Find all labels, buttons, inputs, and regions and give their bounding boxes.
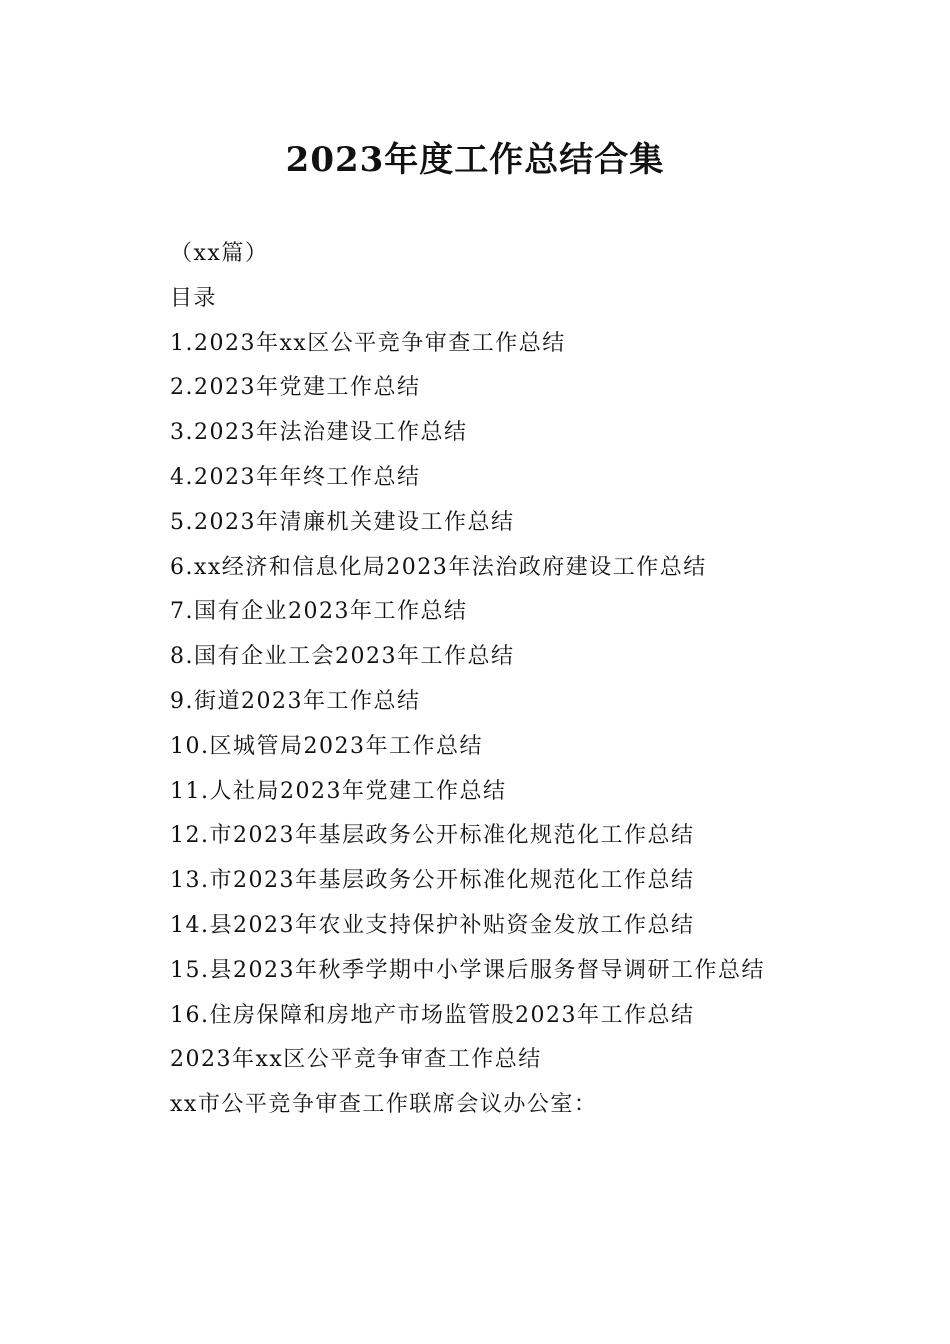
toc-item: 5.2023年清廉机关建设工作总结 <box>170 509 515 535</box>
toc-item: 10.区城管局2023年工作总结 <box>170 733 483 759</box>
toc-item: 9.街道2023年工作总结 <box>170 688 421 714</box>
toc-item: 4.2023年年终工作总结 <box>170 464 421 490</box>
toc-item: 2.2023年党建工作总结 <box>170 375 421 401</box>
toc-item: 16.住房保障和房地产市场监管股2023年工作总结 <box>170 1002 695 1028</box>
toc-item: 15.县2023年秋季学期中小学课后服务督导调研工作总结 <box>170 957 765 983</box>
document-body <box>170 232 870 1128</box>
toc-item: 12.市2023年基层政务公开标准化规范化工作总结 <box>170 823 695 849</box>
section-title: 2023年xx区公平竞争审查工作总结 <box>170 1047 542 1073</box>
toc-item: 14.县2023年农业支持保护补贴资金发放工作总结 <box>170 912 695 938</box>
toc-item: 7.国有企业2023年工作总结 <box>170 599 468 625</box>
toc-item: 1.2023年xx区公平竞争审查工作总结 <box>170 330 566 356</box>
toc-list <box>170 322 870 1039</box>
toc-item: 11.人社局2023年党建工作总结 <box>170 778 507 804</box>
count-note: （xx篇） <box>170 241 269 266</box>
toc-item: 13.市2023年基层政务公开标准化规范化工作总结 <box>170 868 695 894</box>
toc-item: 8.国有企业工会2023年工作总结 <box>170 644 515 670</box>
toc-item: 3.2023年法治建设工作总结 <box>170 420 468 446</box>
toc-item: 6.xx经济和信息化局2023年法治政府建设工作总结 <box>170 554 707 580</box>
document-title: 2023年度工作总结合集 <box>285 140 665 180</box>
salutation: xx市公平竞争审查工作联席会议办公室： <box>170 1092 598 1118</box>
toc-heading: 目录 <box>170 285 218 311</box>
